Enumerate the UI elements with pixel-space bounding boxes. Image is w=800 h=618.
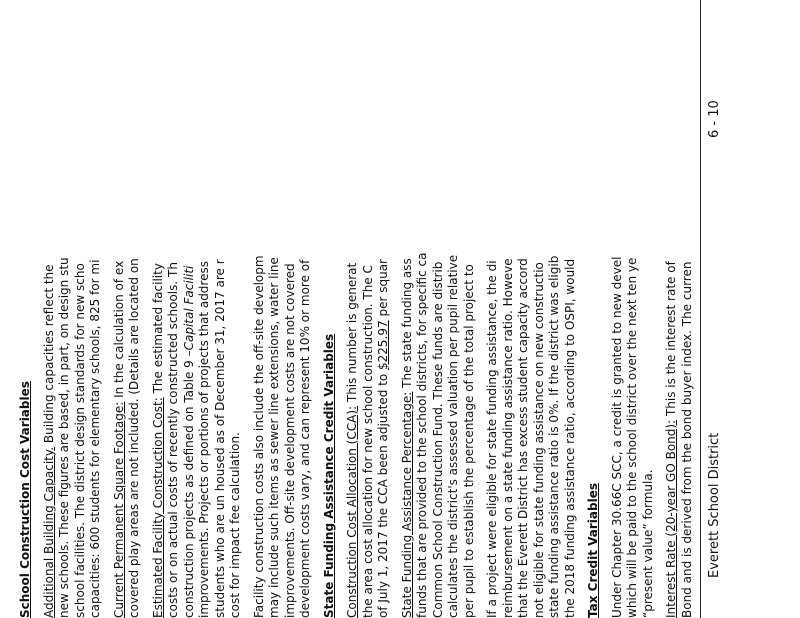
footer-page-number: 6 - 10 [707,100,722,138]
paragraph-permanent-square-footage [112,0,143,618]
text-line: cost for impact fee calculation. [228,432,242,618]
text-line: of July 1, 2017 the CCA been adjusted to $225.97 per squar [376,259,390,618]
text-line: state funding assistance ratio is 0%. If the district was eligib [547,255,561,618]
text-line: may include such items as sewer line extensions, water line [267,257,281,618]
paragraph-eligibility [485,0,578,618]
text-line: Current Permanent Square Footage: In the calculation of ex [111,260,126,618]
text-line: improvements. Projects or portions of projects that address [197,261,211,618]
paragraph-funding-percentage [400,0,478,618]
text-line: funds that are provided to the school districts, for specific ca [415,252,429,618]
text-line: improvements. Off-site development costs are not covered [282,263,297,618]
text-line: calculates the district's assessed valuation per pupil relative [446,254,460,618]
text-line: school facilities. The district design standards for new scho [72,263,87,618]
page-body [18,0,695,618]
paragraph-facility-construction-cost [151,0,244,618]
footer-district-name: Everett School District [707,432,722,578]
text-line: Construction Cost Allocation (CCA): This number is generat [345,262,359,618]
paragraph-offsite-costs [252,0,314,618]
text-line: capacities: 600 students for elementary schools, 825 for mi [88,259,102,618]
text-line: Additional Building Capacity. Building capacities reflect the [41,264,56,618]
text-line: Under Chapter 30.66C SCC, a credit is granted to new devel [609,256,624,618]
text-line: reimbursement on a state funding assistance ratio. Howeve [500,258,515,618]
text-line: “present value” formula. [640,469,655,618]
text-line: students who are un housed as of December 31, 2017 are r [212,259,227,618]
paragraph-tax-credit [610,0,657,618]
text-line: Bond and is derived from the bond buyer index. The curren [679,261,694,618]
text-line: If a project were eligible for state funding assistance, the di [485,260,499,618]
text-line: development costs vary, and can represent 10% or more of [298,259,312,618]
text-line: costs or on actual costs of recently constructed schools. Th [166,262,180,618]
text-line: Interest Rate (20-year GO Bond): This is the interest rate of [664,261,678,618]
text-line: covered play areas are not included. (Details are located on [127,258,141,618]
text-line: new schools. These figures are based, in part, on design stu [57,257,71,618]
text-line: Common School Construction Fund. These funds are distrib [430,261,445,618]
text-line: State Funding Assistance Percentage: The state funding ass [399,258,414,618]
page-footer [700,0,741,618]
section-title-state-funding: State Funding Assistance Credit Variables [321,333,336,618]
section-title-construction-cost: School Construction Cost Variables [18,381,32,618]
text-line: Facility construction costs also include the off-site developm [251,255,266,618]
text-line: Estimated Facility Construction Cost: The estimated facility [150,263,165,618]
paragraph-interest-rate [664,0,695,618]
paragraph-cca [345,0,392,618]
text-line: which will be paid to the school district over the next ten ye [625,257,639,618]
text-line: per pupil to establish the percentage of the total project to [461,264,476,618]
text-line: the area cost allocation for new school construction. The C [360,265,375,618]
paragraph-additional-capacity [42,0,104,618]
text-line: the 2018 funding assistance ratio, according to OSPI, would [562,258,577,618]
text-line: that the Everett District has excess student capacity accord [516,258,530,618]
text-line: not eligible for state funding assistance on new constructio [531,262,546,618]
text-line: construction projects as defined on Table 9 –Capital Faciliti [181,265,196,618]
section-title-tax-credit: Tax Credit Variables [586,483,600,618]
